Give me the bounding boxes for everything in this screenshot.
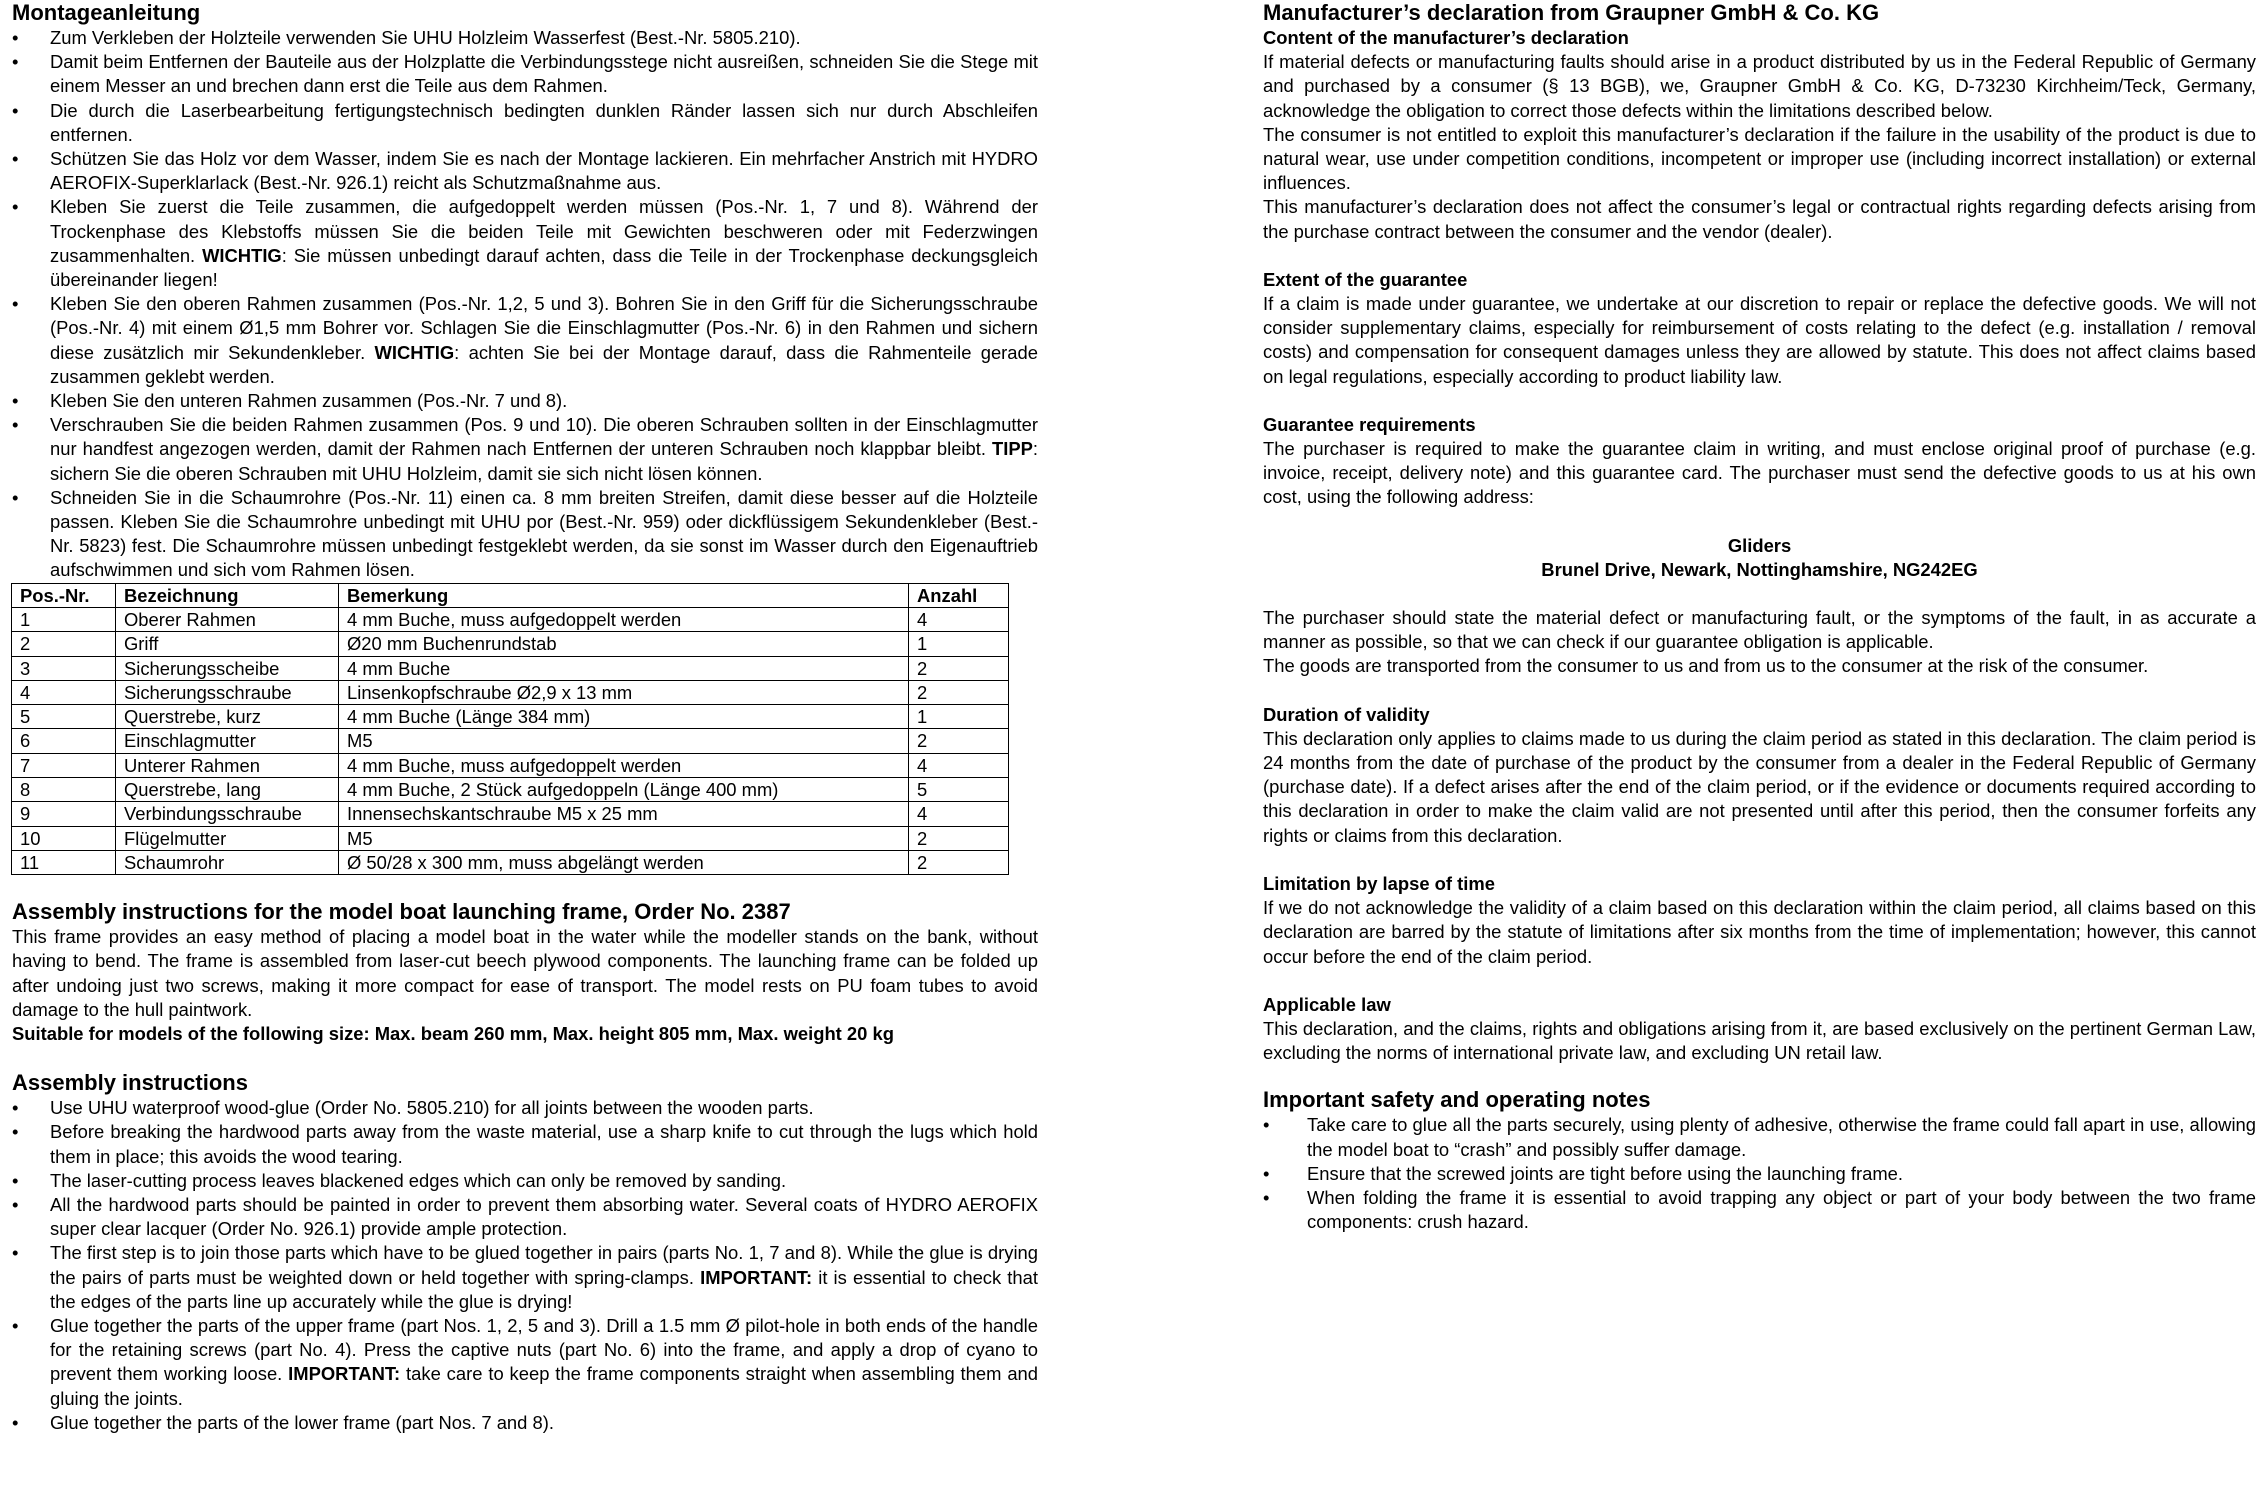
table-cell: Innensechskantschraube M5 x 25 mm: [339, 802, 909, 826]
list-item: [12, 1314, 1038, 1411]
spacer: [1263, 244, 2256, 268]
paragraph: The purchaser is required to make the guarantee claim in writing, and must enclose original proof of purchase (e.g. invoice, receipt, delivery note) and this guarantee card. The purchaser must send the defective goods to us at his own cost, using the following address:: [1263, 438, 2256, 508]
duration-heading: Duration of validity: [1263, 703, 1430, 725]
list-item: • Use UHU waterproof wood-glue (Order No. 5805.210) for all joints between the wooden parts.: [12, 1096, 1038, 1120]
en-bullet-list: [12, 1096, 1038, 1435]
de-bullet-list: [12, 26, 1038, 583]
requirements-heading: Guarantee requirements: [1263, 413, 1476, 435]
safety-bullet-list: [1263, 1113, 2256, 1234]
table-cell: Flügelmutter: [116, 826, 339, 850]
paragraph: This manufacturer’s declaration does not affect the consumer’s legal or contractual rights regarding defects arising from the purchase contract between the consumer and the vendor (dealer).: [1263, 196, 2256, 242]
list-item: • Schneiden Sie in die Schaumrohre (Pos.-Nr. 11) einen ca. 8 mm breiten Streifen, damit diese besser auf die Holzteile passen. Kleben Sie die Schaumrohre unbedingt mit UHU por (Best.-Nr. 959) oder dickflüssigem Sekundenkleber (Best.-Nr. 5823) fest. Die Schaumrohre müssen unbedingt festgeklebt werden, da sie sonst im Wasser durch den Eigenauftrieb aufschwimmen und sich vom Rahmen lösen.: [12, 486, 1038, 583]
declaration-heading: Manufacturer’s declaration from Graupner GmbH & Co. KG: [1263, 0, 1880, 25]
text: : achten Sie bei der Montage darauf, dass die Rahmenteile gerade zusammen geklebt werden.: [50, 341, 1038, 387]
table-cell: 5: [12, 705, 116, 729]
spacer: [12, 875, 1038, 899]
paragraph: This declaration, and the claims, rights and obligations arising from it, are based exclusively on the pertinent German Law, excluding the norms of international private law, and excluding UN retail law.: [1263, 1017, 2256, 1064]
text: Kleben Sie den oberen Rahmen zusammen (Pos.-Nr. 1,2, 5 und 3). Bohren Sie in den Griff für die Sicherungsschraube (Pos.-Nr. 4) mit einem Ø1,5 mm Bohrer vor. Schlagen Sie die Einschlagmutter (Pos.-Nr. 6) in den Rahmen und sichern diese zusätzlich mir Sekundenkleber.: [50, 293, 1038, 363]
table-cell: Einschlagmutter: [116, 729, 339, 753]
paragraph: The consumer is not entitled to exploit this manufacturer’s declaration if the failure in the usability of the product is due to natural wear, use under competition conditions, incompetent or improper use (including incorrect installation) or external influences.: [1263, 123, 2256, 194]
paragraph: If a claim is made under guarantee, we undertake at our discretion to repair or replace the defective goods. We will not consider supplementary claims, especially for reimbursement of costs relating to the defect (e.g. installation / removal costs) and compensation for consequent damages unless they are allowed by statute. This does not affect claims based on legal regulations, especially according to product liability law.: [1263, 293, 2256, 387]
table-row: [12, 802, 1009, 826]
table-cell: Verbindungsschraube: [116, 802, 339, 826]
spacer: [1263, 969, 2256, 993]
table-cell: Griff: [116, 632, 339, 656]
table-cell: M5: [339, 826, 909, 850]
en-suitable: Suitable for models of the following size: Max. beam 260 mm, Max. height 805 mm, Max. weight 20 kg: [12, 1023, 894, 1045]
table-cell: 11: [12, 850, 116, 874]
table-cell: 2: [909, 680, 1009, 704]
table-cell: Unterer Rahmen: [116, 753, 339, 777]
table-cell: 9: [12, 802, 116, 826]
table-header-row: [12, 583, 1009, 607]
warning-label: WICHTIG: [374, 341, 455, 363]
list-item: [12, 413, 1038, 486]
text: Verschrauben Sie die beiden Rahmen zusammen (Pos. 9 und 10). Die oberen Schrauben sollten in der Einschlagmutter nur handfest angezogen werden, damit der Rahmen nach Entfernen der unteren Schrauben noch klappbar bleibt.: [50, 414, 1038, 460]
table-cell: 2: [909, 729, 1009, 753]
table-cell: 4: [12, 680, 116, 704]
table-cell: Linsenkopfschraube Ø2,9 x 13 mm: [339, 680, 909, 704]
paragraph: If material defects or manufacturing faults should arise in a product distributed by us in the Federal Republic of Germany and purchased by a consumer (§ 13 BGB), we, Graupner GmbH & Co. KG, D-73230 Kirchheim/Teck, Germany, acknowledge the obligation to correct those defects within the limitations described below.: [1263, 51, 2256, 121]
table-row: [12, 705, 1009, 729]
text: take care to keep the frame components straight when assembling them and gluing the joints.: [50, 1363, 1038, 1409]
table-cell: 7: [12, 753, 116, 777]
table-cell: Schaumrohr: [116, 850, 339, 874]
safety-heading: Important safety and operating notes: [1263, 1087, 1651, 1113]
text: : Sie müssen unbedingt darauf achten, dass die Teile in der Trockenphase deckungsgleich übereinander liegen!: [50, 244, 1038, 291]
table-row: [12, 753, 1009, 777]
en-intro: This frame provides an easy method of placing a model boat in the water while the modeller stands on the bank, without having to bend. The frame is assembled from laser-cut beech plywood components. The launching frame can be folded up after undoing just two screws, making it more compact for ease of transport. The model rests on PU foam tubes to avoid damage to the hull paintwork.: [12, 926, 1038, 1020]
table-cell: Ø 50/28 x 300 mm, muss abgelängt werden: [339, 850, 909, 874]
paragraph: The purchaser should state the material defect or manufacturing fault, or the symptoms of the fault, in as accurate a manner as possible, so that we can check if our guarantee obligation is applicable.: [1263, 607, 2256, 653]
paragraph: This declaration only applies to claims made to us during the claim period as stated in this declaration. The claim period is 24 months from the date of purchase of the product by the consumer from a dealer in the Federal Republic of Germany (purchase date). If a defect arises after the end of the claim period, or if the evidence or documents required according to this declaration in order to make the claim valid are not presented until after this period, then the consumer forfeits any rights or claims from this declaration.: [1263, 727, 2256, 846]
table-cell: Sicherungsschraube: [116, 680, 339, 704]
table-cell: 1: [909, 705, 1009, 729]
warning-label: IMPORTANT:: [288, 1363, 401, 1385]
table-row: [12, 850, 1009, 874]
table-cell: 4 mm Buche (Länge 384 mm): [339, 705, 909, 729]
list-item: • Before breaking the hardwood parts away from the waste material, use a sharp knife to cut through the lugs which hold them in place; this avoids the wood tearing.: [12, 1120, 1038, 1168]
address-name: Gliders: [1727, 534, 1792, 556]
list-item: • Die durch die Laserbearbeitung fertigungstechnisch bedingten dunklen Ränder lassen sich nur durch Abschleifen entfernen.: [12, 99, 1038, 147]
text: The first step is to join those parts which have to be glued together in pairs (parts No. 1, 7 and 8). While the glue is drying the pairs of parts must be weighted down or held together with spring-clamps.: [50, 1242, 1038, 1288]
list-item: [12, 292, 1038, 389]
table-cell: 4 mm Buche, muss aufgedoppelt werden: [339, 607, 909, 631]
address-line: Brunel Drive, Newark, Nottinghamshire, NG242EG: [1541, 558, 1978, 580]
spacer: [1263, 848, 2256, 872]
list-item: • Take care to glue all the parts securely, using plenty of adhesive, otherwise the frame could fall apart in use, allowing the model boat to “crash” and possibly suffer damage.: [1263, 1113, 2256, 1161]
content-heading: Content of the manufacturer’s declaration: [1263, 27, 1629, 48]
list-item: • All the hardwood parts should be painted in order to prevent them absorbing water. Several coats of HYDRO AEROFIX super clear lacquer (Order No. 926.1) provide ample protection.: [12, 1193, 1038, 1241]
text: it is essential to check that the edges of the parts line up accurately while the glue is drying!: [50, 1266, 1038, 1312]
table-row: [12, 656, 1009, 680]
left-column: [12, 0, 1038, 1435]
table-cell: 10: [12, 826, 116, 850]
list-item: • Schützen Sie das Holz vor dem Wasser, indem Sie es nach der Montage lackieren. Ein mehrfacher Anstrich mit HYDRO AEROFIX-Superklarlack (Best.-Nr. 926.1) reicht als Schutzmaßnahme aus.: [12, 147, 1038, 195]
limitation-heading: Limitation by lapse of time: [1263, 872, 1495, 894]
list-item: [12, 1241, 1038, 1314]
list-item: • Glue together the parts of the lower frame (part Nos. 7 and 8).: [12, 1411, 1038, 1435]
column-header: Bezeichnung: [116, 583, 339, 607]
table-cell: 3: [12, 656, 116, 680]
table-cell: 4: [909, 607, 1009, 631]
list-item: • The laser-cutting process leaves blackened edges which can only be removed by sanding.: [12, 1169, 1038, 1193]
paragraph: If we do not acknowledge the validity of a claim based on this declaration within the claim period, all claims based on this declaration are barred by the statute of limitations after six months from the time of implementation; however, this cannot occur before the end of the claim period.: [1263, 897, 2256, 967]
text: Glue together the parts of the upper frame (part Nos. 1, 2, 5 and 3). Drill a 1.5 mm Ø pilot-hole in both ends of the handle for the retaining screws (part No. 4). Press the captive nuts (part No. 6) into the frame, and apply a drop of cyano to prevent them working loose.: [50, 1315, 1038, 1385]
table-cell: Sicherungsscheibe: [116, 656, 339, 680]
table-row: [12, 826, 1009, 850]
text: : sichern Sie die oberen Schrauben mit UHU Holzleim, damit sie sich nicht lösen können.: [50, 438, 1038, 484]
table-cell: 2: [12, 632, 116, 656]
extent-heading: Extent of the guarantee: [1263, 268, 1468, 290]
paragraph: The goods are transported from the consumer to us and from us to the consumer at the risk of the consumer.: [1263, 655, 2149, 677]
table-row: [12, 680, 1009, 704]
table-cell: M5: [339, 729, 909, 753]
spacer: [1263, 679, 2256, 703]
spacer: [1263, 389, 2256, 413]
column-header: Anzahl: [909, 583, 1009, 607]
table-cell: 5: [909, 778, 1009, 802]
list-item: • Zum Verkleben der Holzteile verwenden Sie UHU Holzleim Wasserfest (Best.-Nr. 5805.210).: [12, 26, 1038, 50]
table-cell: 4: [909, 802, 1009, 826]
table-cell: 4 mm Buche, muss aufgedoppelt werden: [339, 753, 909, 777]
warning-label: WICHTIG: [202, 244, 282, 266]
column-header: Bemerkung: [339, 583, 909, 607]
table-row: [12, 778, 1009, 802]
table-cell: 2: [909, 656, 1009, 680]
tip-label: TIPP: [991, 438, 1033, 460]
right-column: [1263, 0, 2256, 1234]
table-cell: 8: [12, 778, 116, 802]
table-cell: Querstrebe, lang: [116, 778, 339, 802]
table-cell: 2: [909, 850, 1009, 874]
list-item: • Ensure that the screwed joints are tight before using the launching frame.: [1263, 1162, 2256, 1186]
table-cell: 1: [12, 607, 116, 631]
table-cell: 6: [12, 729, 116, 753]
en-heading: Assembly instructions for the model boat launching frame, Order No. 2387: [12, 899, 791, 925]
list-item: • Damit beim Entfernen der Bauteile aus der Holzplatte die Verbindungsstege nicht ausreißen, schneiden Sie die Stege mit einem Messer an und brechen dann erst die Teile aus dem Rahmen.: [12, 50, 1038, 98]
table-cell: 2: [909, 826, 1009, 850]
table-cell: Querstrebe, kurz: [116, 705, 339, 729]
table-row: [12, 729, 1009, 753]
table-cell: 4: [909, 753, 1009, 777]
table-cell: Ø20 mm Buchenrundstab: [339, 632, 909, 656]
en-assembly-heading: Assembly instructions: [12, 1070, 248, 1096]
warning-label: IMPORTANT:: [700, 1266, 813, 1288]
spacer: [1263, 510, 2256, 534]
list-item: • Kleben Sie den unteren Rahmen zusammen (Pos.-Nr. 7 und 8).: [12, 389, 1038, 413]
table-cell: 4 mm Buche, 2 Stück aufgedoppeln (Länge 400 mm): [339, 778, 909, 802]
list-item: [12, 195, 1038, 292]
table-cell: 4 mm Buche: [339, 656, 909, 680]
table-row: [12, 632, 1009, 656]
text: Kleben Sie zuerst die Teile zusammen, die aufgedoppelt werden müssen (Pos.-Nr. 1, 7 und 8). Während der Trockenphase des Klebstoffs müssen Sie die beiden Teile mit Gewichten beschweren oder mit Federzwingen zusammenhalten.: [50, 196, 1038, 266]
list-item: • When folding the frame it is essential to avoid trapping any object or part of your body between the two frame components: crush hazard.: [1263, 1186, 2256, 1234]
table-cell: 1: [909, 632, 1009, 656]
parts-table: [11, 583, 1009, 876]
table-row: [12, 607, 1009, 631]
spacer: [12, 1046, 1038, 1070]
table-cell: Oberer Rahmen: [116, 607, 339, 631]
spacer: [1263, 582, 2256, 606]
spacer: [1263, 1065, 2256, 1087]
law-heading: Applicable law: [1263, 993, 1391, 1015]
column-header: Pos.-Nr.: [12, 583, 116, 607]
de-heading: Montageanleitung: [12, 0, 201, 25]
